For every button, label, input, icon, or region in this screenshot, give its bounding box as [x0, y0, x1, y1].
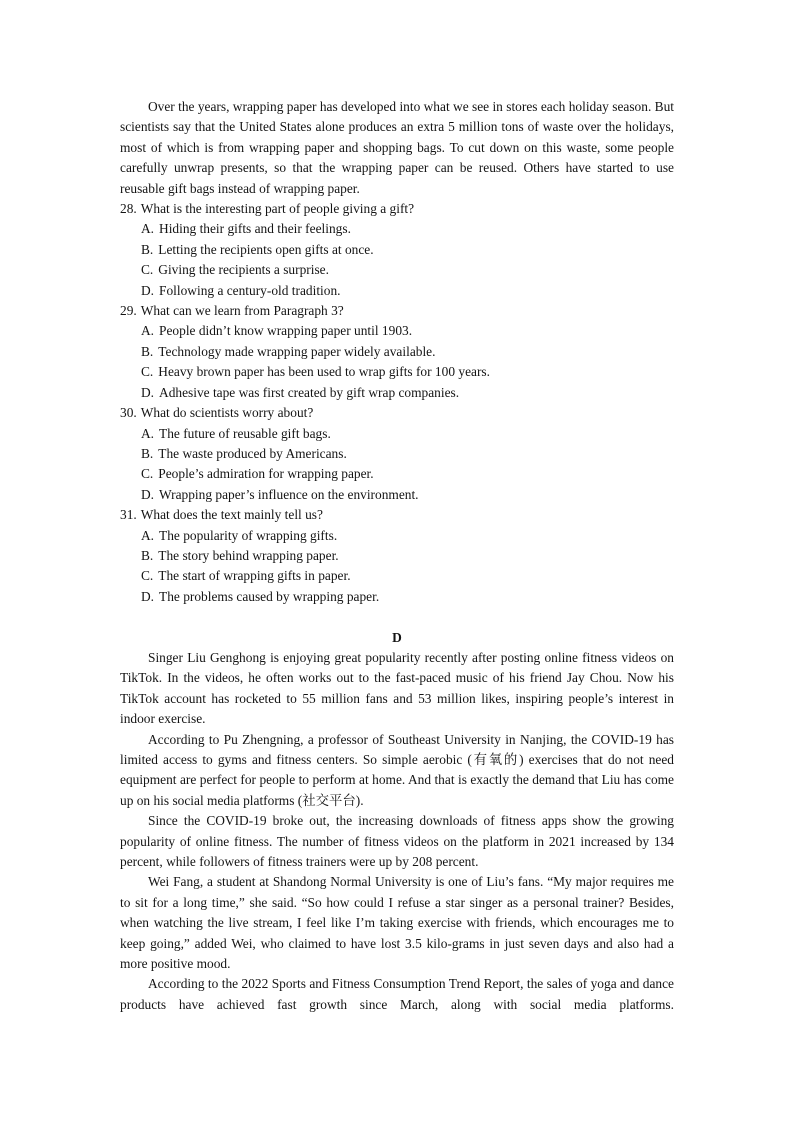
- passage-d-paragraph-2: According to Pu Zhengning, a professor of Southeast University in Nanjing, the COVID-19 has limited access to gyms and fitness centers. So simple aerobic (有氧的) exercises that do not need equipment are perfect for people to perform at home. And that is exactly the demand that Liu has come up on his social media platforms (社交平台).: [120, 731, 674, 808]
- option-text: Technology made wrapping paper widely available.: [158, 343, 436, 359]
- option-text: Wrapping paper’s influence on the environment.: [159, 486, 419, 502]
- option-c: [120, 362, 674, 382]
- option-d: [120, 281, 674, 301]
- option-text: Following a century-old tradition.: [159, 282, 341, 298]
- question-stem: [120, 199, 674, 219]
- option-letter: D.: [141, 384, 155, 400]
- option-letter: C.: [141, 262, 154, 278]
- option-a: [120, 219, 674, 239]
- option-b: [120, 342, 674, 362]
- question-31: [120, 505, 674, 607]
- question-stem: [120, 505, 674, 525]
- option-text: Letting the recipients open gifts at once.: [158, 241, 374, 257]
- option-letter: B.: [141, 547, 154, 563]
- option-d: [120, 587, 674, 607]
- question-number: 29.: [120, 303, 137, 319]
- option-text: Adhesive tape was first created by gift wrap companies.: [159, 384, 460, 400]
- question-28: [120, 199, 674, 301]
- section-d-heading: D: [392, 629, 402, 645]
- option-letter: B.: [141, 445, 154, 461]
- option-letter: A.: [141, 323, 155, 339]
- option-c: [120, 260, 674, 280]
- option-letter: A.: [141, 221, 155, 237]
- question-29: [120, 301, 674, 403]
- option-letter: D.: [141, 282, 155, 298]
- option-letter: B.: [141, 241, 154, 257]
- option-d: [120, 383, 674, 403]
- option-text: The start of wrapping gifts in paper.: [158, 568, 351, 584]
- option-letter: C.: [141, 466, 154, 482]
- option-a: [120, 321, 674, 341]
- option-text: People’s admiration for wrapping paper.: [158, 466, 374, 482]
- passage-d-paragraph-5: According to the 2022 Sports and Fitness Consumption Trend Report, the sales of yoga and dance products have achieved fast growth since March, along with social media platforms.: [120, 976, 674, 1012]
- question-stem: [120, 301, 674, 321]
- question-number: 28.: [120, 201, 137, 217]
- option-letter: A.: [141, 527, 155, 543]
- option-letter: A.: [141, 425, 155, 441]
- option-c: [120, 566, 674, 586]
- passage-d-paragraph-3: Since the COVID-19 broke out, the increasing downloads of fitness apps show the growing popularity of online fitness. The number of fitness videos on the platform in 2021 increased by 134 percent, while followers of fitness trainers were up by 208 percent.: [120, 813, 674, 870]
- option-letter: C.: [141, 364, 154, 380]
- question-stem: [120, 403, 674, 423]
- question-text: What is the interesting part of people giving a gift?: [140, 201, 415, 217]
- option-b: [120, 240, 674, 260]
- passage-c-closing-paragraph: Over the years, wrapping paper has developed into what we see in stores each holiday season. But scientists say that the United States alone produces an extra 5 million tons of waste over the holidays, most of which is from wrapping paper and shopping bags. To cut down on this waste, some people carefully unwrap presents, so that the wrapping paper can be reused. Others have started to use reusable gift bags instead of wrapping paper.: [120, 99, 674, 196]
- question-number: 30.: [120, 405, 137, 421]
- option-text: The problems caused by wrapping paper.: [159, 588, 380, 604]
- question-text: What can we learn from Paragraph 3?: [140, 303, 344, 319]
- option-d: [120, 485, 674, 505]
- option-text: Giving the recipients a surprise.: [158, 262, 329, 278]
- passage-d-paragraph-1: Singer Liu Genghong is enjoying great popularity recently after posting online fitness videos on TikTok. In the videos, he often works out to the fast-paced music of his friend Jay Chou. Now his TikTok account has rocketed to 55 million fans and 53 million likes, inspiring people’s interest in indoor exercise.: [120, 649, 674, 727]
- option-text: Heavy brown paper has been used to wrap gifts for 100 years.: [158, 364, 490, 380]
- page-content: [120, 97, 674, 1015]
- option-text: Hiding their gifts and their feelings.: [159, 221, 351, 237]
- option-a: [120, 526, 674, 546]
- option-letter: D.: [141, 588, 155, 604]
- option-a: [120, 424, 674, 444]
- option-letter: D.: [141, 486, 155, 502]
- question-text: What does the text mainly tell us?: [140, 507, 323, 523]
- option-text: People didn’t know wrapping paper until 1903.: [159, 323, 413, 339]
- passage-d-paragraph-4: Wei Fang, a student at Shandong Normal University is one of Liu’s fans. “My major requires me to sit for a long time,” she said. “So how could I refuse a star singer as a personal trainer? Besides, when watching the live stream, I feel like I’m taking exercise with friends, which encourages me to keep going,” added Wei, who claimed to have lost 3.5 kilo-grams in just seven days and also had a more positive mood.: [120, 874, 674, 972]
- option-letter: B.: [141, 343, 154, 359]
- option-c: [120, 464, 674, 484]
- option-text: The story behind wrapping paper.: [158, 547, 339, 563]
- option-b: [120, 546, 674, 566]
- question-30: [120, 403, 674, 505]
- option-text: The future of reusable gift bags.: [159, 425, 331, 441]
- option-b: [120, 444, 674, 464]
- question-text: What do scientists worry about?: [140, 405, 314, 421]
- option-text: The popularity of wrapping gifts.: [159, 527, 338, 543]
- option-letter: C.: [141, 568, 154, 584]
- option-text: The waste produced by Americans.: [158, 445, 347, 461]
- question-number: 31.: [120, 507, 137, 523]
